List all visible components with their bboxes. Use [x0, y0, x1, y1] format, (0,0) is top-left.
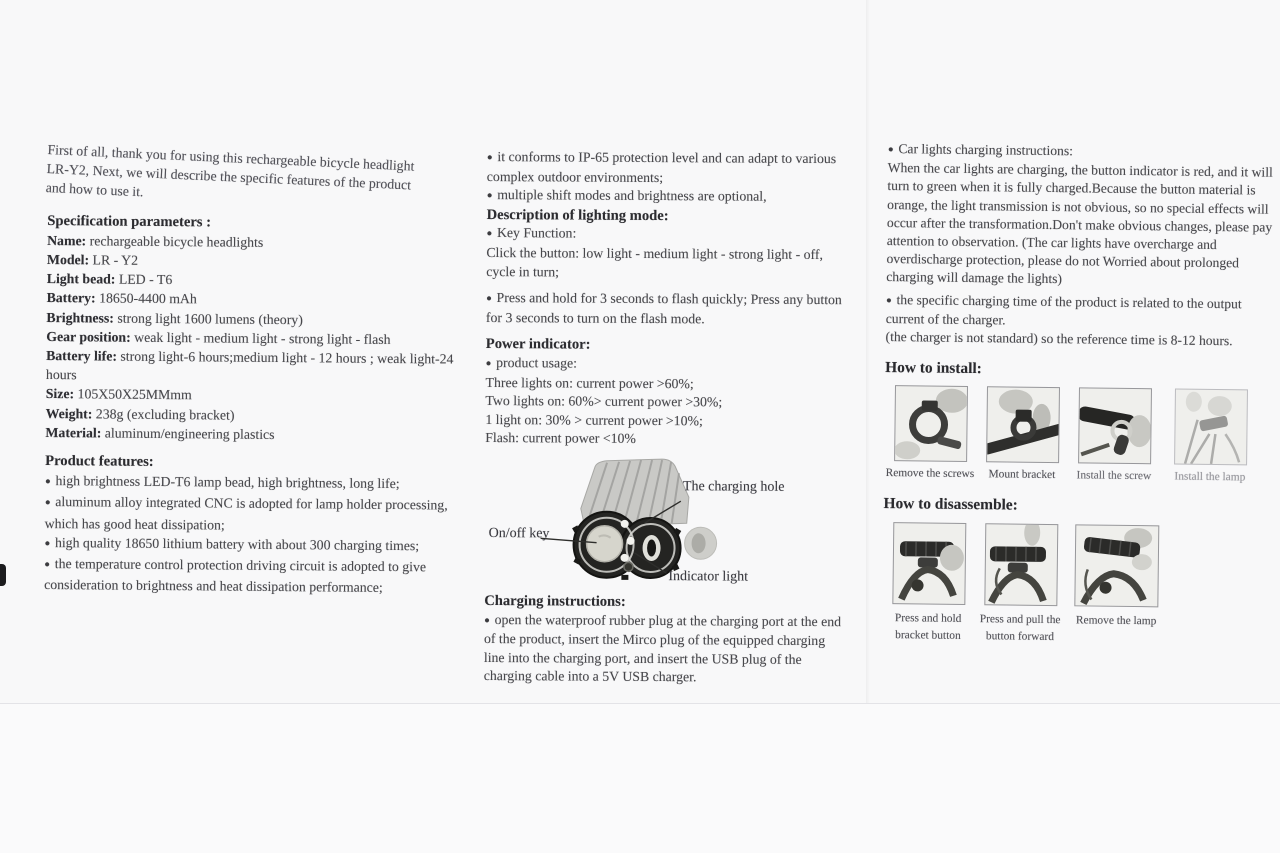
install-step-1 — [884, 385, 977, 483]
ip65-bullet: ● it conforms to IP-65 protection level and can adapt to various complex outdoor environments; — [487, 148, 845, 188]
charging-time-note: (the charger is not standard) so the reference time is 8-12 hours. — [885, 329, 1233, 349]
install-step-2-photo — [986, 387, 1060, 464]
power-line: Three lights on: current power >60%; — [485, 374, 694, 391]
spec-value: 105X50X25MMmm — [77, 386, 192, 403]
spec-label: Light bead: — [46, 271, 116, 287]
power-line: Flash: current power <10% — [485, 430, 636, 447]
disassemble-step-3-caption: Remove the lamp — [1075, 613, 1157, 627]
feature-item: ● aluminum alloy integrated CNC is adopted for lamp holder processing, which has good heat dissipation; — [45, 492, 453, 536]
spec-value: weak light - medium light - strong light - flash — [134, 329, 391, 347]
install-step-1-photo — [894, 386, 968, 463]
onoff-key-label: On/off key — [488, 525, 550, 542]
feature-item: ● high quality 18650 lithium battery with about 300 charging times; — [44, 533, 452, 558]
how-to-disassemble-heading: How to disassemble: — [883, 495, 1018, 515]
features-heading: Product features: — [45, 453, 154, 470]
power-line: 1 light on: 30% > current power >10%; — [485, 411, 703, 429]
install-step-4-caption: Install the lamp — [1174, 470, 1246, 484]
spec-heading: Specification parameters : — [47, 212, 212, 231]
spec-value: 238g (excluding bracket) — [95, 406, 235, 423]
disassemble-step-1 — [882, 522, 975, 645]
car-charging-heading: ● Car lights charging instructions: — [888, 140, 1280, 164]
paper-bottom-edge — [0, 703, 1280, 853]
lighting-mode-heading: Description of lighting mode: — [486, 206, 669, 224]
disassemble-step-1-photo — [892, 522, 966, 605]
modes-bullet: ● multiple shift modes and brightness are optional, — [487, 186, 862, 208]
spec-label: Model: — [46, 252, 90, 268]
disassemble-step-3 — [1066, 524, 1167, 647]
spec-label: Brightness: — [46, 309, 114, 326]
charging-instructions-heading: Charging instructions: — [484, 592, 626, 610]
feature-item: ● high brightness LED-T6 lamp bead, high brightness, long life; — [45, 471, 453, 496]
spec-label: Battery: — [46, 290, 96, 306]
power-line: Two lights on: 60%> current power >30%; — [485, 393, 723, 410]
disassemble-steps-row — [882, 522, 1275, 649]
install-step-4 — [1164, 389, 1257, 487]
spec-value: 18650-4400 mAh — [99, 290, 197, 307]
spec-label: Weight: — [45, 405, 93, 422]
install-step-4-photo — [1174, 389, 1248, 466]
middle-column — [484, 148, 862, 688]
product-usage-label: ● product usage: — [486, 354, 861, 376]
hold-instruction: ● Press and hold for 3 seconds to flash quickly; Press any button for 3 seconds to turn on the flash mode. — [486, 289, 846, 329]
spec-value: LR - Y2 — [92, 252, 139, 268]
disassemble-step-2-caption: Press and pull the button forward — [979, 612, 1061, 643]
charging-instructions-text: ● open the waterproof rubber plug at the charging port at the end of the product, insert the Mirco plug of the equipped charging line into the charging port, and insert the USB plug of the charging cable into a 5V USB charger. — [484, 610, 848, 688]
car-charging-paragraph: When the car lights are charging, the button indicator is red, and it will turn to green when it is fully charged.Because the button material is orange, the light transmission is not obvious, so no special effects will occur after the transformation.Don't make obvious changes, please pay attention to observation. (The car lights have overcharge and overdischarge protection, please do not Worried about prolonged charging will damage the lights) — [886, 160, 1273, 287]
disassemble-step-2-photo — [984, 523, 1058, 606]
how-to-install-heading: How to install: — [885, 359, 982, 378]
spec-row-material — [45, 423, 453, 446]
spec-value: strong light 1600 lumens (theory) — [117, 310, 303, 327]
charging-time-bullet: ● the specific charging time of the product is related to the output current of the charger. — [886, 291, 1278, 333]
spec-value: LED - T6 — [118, 271, 173, 288]
spec-label: Gear position: — [46, 328, 131, 345]
spec-value: aluminum/engineering plastics — [104, 425, 275, 442]
spec-label: Battery life: — [46, 348, 118, 364]
spec-label: Material: — [45, 424, 102, 441]
install-step-3-photo — [1078, 388, 1152, 465]
power-indicator-heading: Power indicator: — [485, 336, 591, 353]
install-step-3-caption: Install the screw — [1076, 469, 1152, 483]
page-fold-line — [866, 0, 870, 703]
right-column — [882, 140, 1280, 648]
disassemble-step-2 — [974, 523, 1067, 646]
spec-row-batterylife — [46, 346, 454, 388]
install-steps-row — [884, 385, 1277, 487]
spec-label: Name: — [47, 232, 87, 249]
install-step-2 — [976, 387, 1069, 485]
install-step-1-caption: Remove the screws — [885, 467, 975, 481]
spec-value: rechargeable bicycle headlights — [89, 233, 264, 250]
left-column — [44, 140, 456, 598]
spec-value: strong light-6 hours;medium light - 12 hours ; weak light-24 hours — [45, 348, 454, 383]
indicator-light-label: Indicator light — [668, 569, 749, 585]
device-rear-diagram — [484, 456, 860, 594]
disassemble-step-3-photo — [1074, 524, 1159, 607]
spec-label: Size: — [45, 386, 75, 402]
scan-edge-mark — [0, 564, 6, 586]
disassemble-step-1-caption: Press and hold bracket button — [894, 611, 962, 642]
click-instruction: Click the button: low light - medium light - strong light - off, cycle in turn; — [486, 244, 824, 280]
install-step-2-caption: Mount bracket — [988, 468, 1056, 482]
key-function-label: ● Key Function: — [486, 224, 861, 246]
install-step-3 — [1068, 388, 1161, 486]
charging-hole-label: The charging hole — [682, 479, 785, 495]
feature-item: ● the temperature control protection driving circuit is adopted to give consideration to brightness and heat dissipation performance; — [44, 554, 452, 598]
intro-paragraph: First of all, thank you for using this rechargeable bicycle headlight LR-Y2, Next, we will describe the specific features of the product and how to use it. — [45, 141, 415, 200]
